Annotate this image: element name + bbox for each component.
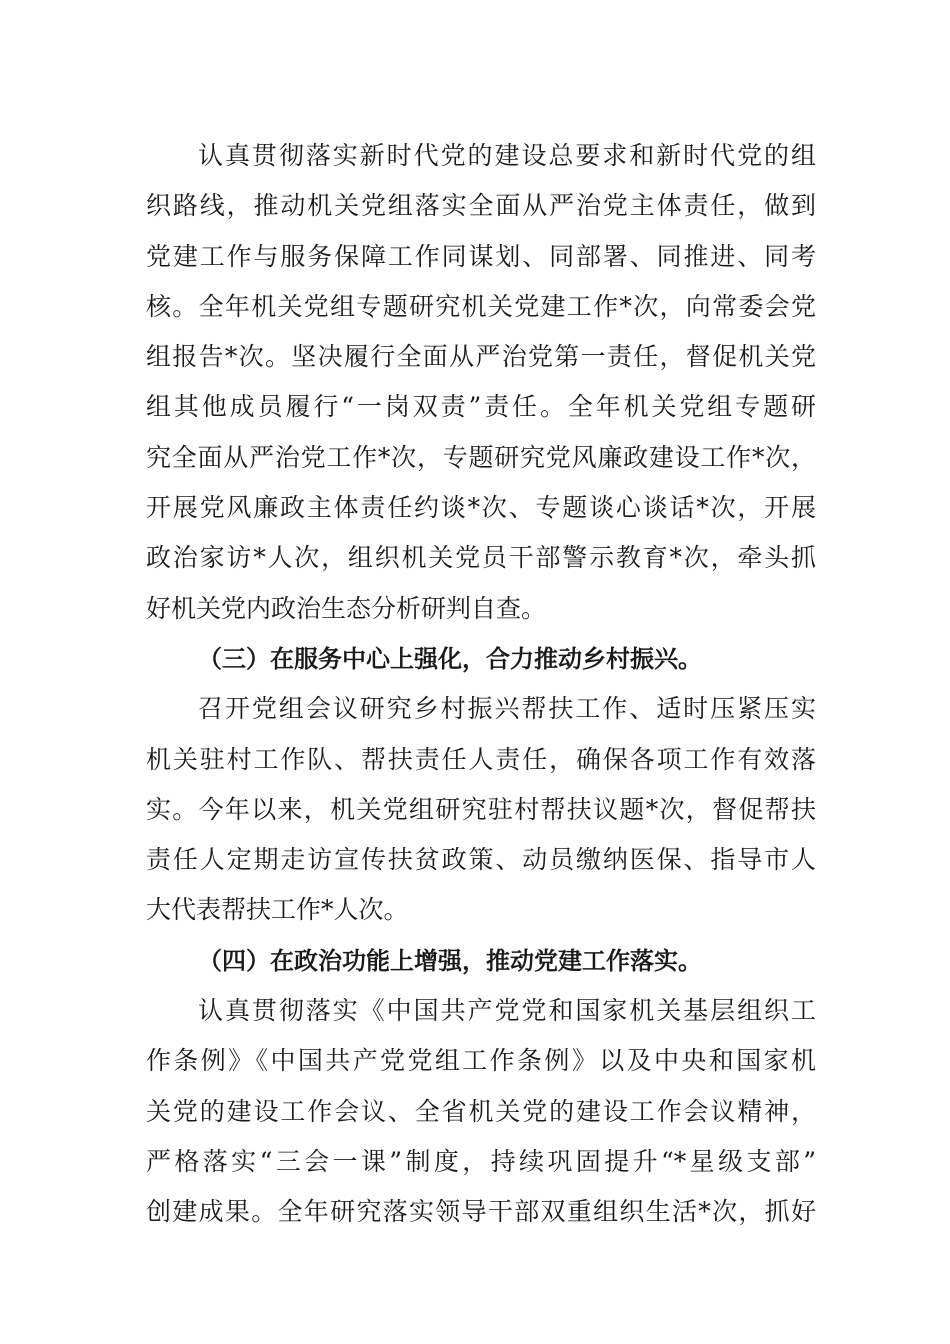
paragraph-line: 组报告*次。坚决履行全面从严治党第一责任，督促机关党 (146, 342, 816, 372)
paragraph-line: 核。全年机关党组专题研究机关党建工作*次，向常委会党 (146, 291, 816, 321)
paragraph-line: 组其他成员履行“一岗双责”责任。全年机关党组专题研 (146, 392, 816, 422)
section-heading-4: （四）在政治功能上增强，推动党建工作落实。 (198, 946, 702, 975)
section-heading-3: （三）在服务中心上强化，合力推动乡村振兴。 (198, 644, 702, 673)
paragraph-line: 织路线，推动机关党组落实全面从严治党主体责任，做到 (146, 191, 816, 221)
paragraph-line: 严格落实“三会一课”制度，持续巩固提升“*星级支部” (146, 1146, 816, 1176)
paragraph-line: 关党的建设工作会议、全省机关党的建设工作会议精神， (146, 1096, 816, 1126)
paragraph-line: 认真贯彻落实新时代党的建设总要求和新时代党的组 (198, 141, 816, 170)
paragraph-line: 实。今年以来，机关党组研究驻村帮扶议题*次，督促帮扶 (146, 794, 816, 824)
paragraph-line: 党建工作与服务保障工作同谋划、同部署、同推进、同考 (146, 241, 816, 271)
paragraph-line: 召开党组会议研究乡村振兴帮扶工作、适时压紧压实 (198, 694, 816, 724)
paragraph-line: 开展党风廉政主体责任约谈*次、专题谈心谈话*次，开展 (146, 493, 816, 523)
document-body (146, 131, 816, 1238)
paragraph-line: 作条例》《中国共产党党组工作条例》以及中央和国家机 (146, 1046, 816, 1076)
paragraph-line: 认真贯彻落实《中国共产党党和国家机关基层组织工 (198, 996, 816, 1026)
paragraph-line: 创建成果。全年研究落实领导干部双重组织生活*次，抓好 (146, 1197, 816, 1227)
paragraph-line: 大代表帮扶工作*人次。 (146, 895, 409, 925)
paragraph-line: 责任人定期走访宣传扶贫政策、动员缴纳医保、指导市人 (146, 845, 816, 875)
paragraph-line: 究全面从严治党工作*次，专题研究党风廉政建设工作*次， (146, 442, 816, 472)
paragraph-line: 好机关党内政治生态分析研判自查。 (146, 593, 547, 623)
paragraph-line: 机关驻村工作队、帮扶责任人责任，确保各项工作有效落 (146, 744, 816, 774)
paragraph-line: 政治家访*人次，组织机关党员干部警示教育*次，牵头抓 (146, 543, 816, 573)
